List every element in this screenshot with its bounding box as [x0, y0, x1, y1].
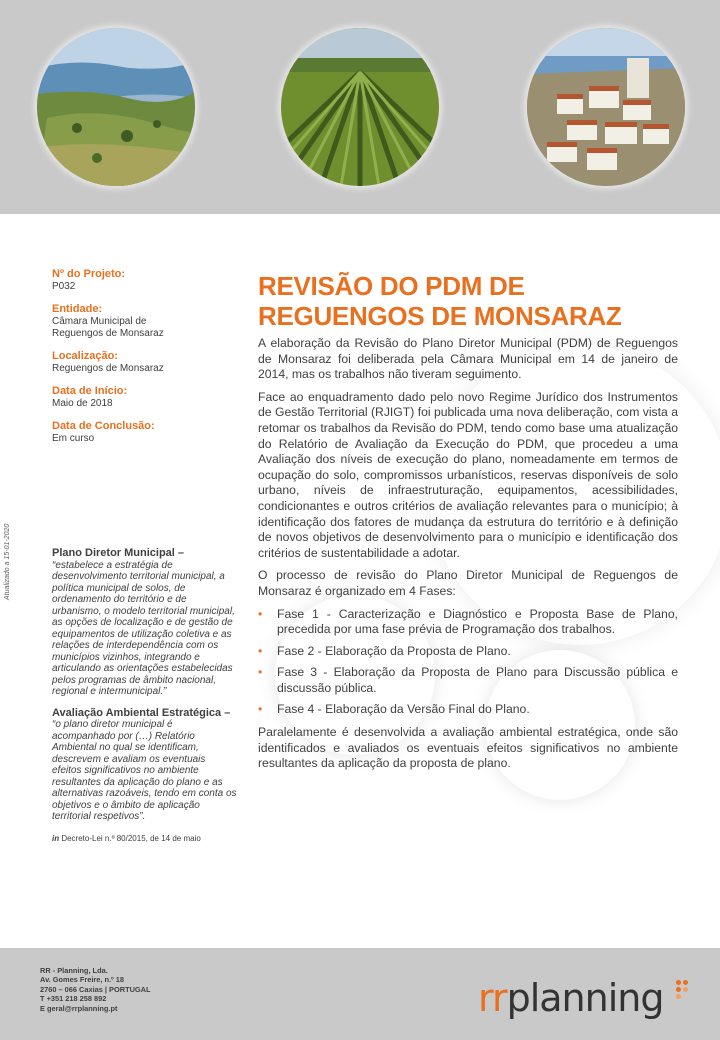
phases-list	[258, 607, 678, 719]
address-line: T +351 218 258 892	[40, 994, 107, 1004]
logo-wordmark	[478, 976, 663, 1020]
monsaraz-village-photo	[527, 28, 685, 186]
rrplanning-logo	[478, 966, 692, 1022]
phase-text: Fase 4 - Elaboração da Versão Final do Plano.	[277, 702, 530, 717]
entity-group	[52, 303, 232, 340]
header-band	[0, 0, 720, 214]
updated-note: Atualizado a 15-01-2020	[4, 523, 11, 600]
source-prefix: in	[52, 833, 60, 843]
list-item	[258, 607, 678, 638]
logo-part-rr: rr	[478, 976, 507, 1020]
start-date-label: Data de Início:	[52, 385, 128, 397]
paragraph-context: Face ao enquadramento dado pelo novo Regime Jurídico dos Instrumentos de Gestão Territorial (RJIGT) foi publicada uma nova deliberação, com vista a retomar os trabalhos da Revisão do PDM, tendo como base uma atualização do Relatório de Avaliação da Execução do PDM, que procedeu a uma Avaliação dos níveis de execução do plano, nomeadamente em termos de ocupação do solo, compromissos urbanísticos, reservas disponíveis de solo urbano, níveis de infraestruturação, equipamentos, acessibilidades, condicionantes e outros critérios de avaliação relevantes para o município; à identificação dos fatores de mudança da estrutura do território e à definição de novos objetivos de desenvolvimento para o município e identificação dos critérios de sustentabilidade a adotar.	[258, 389, 678, 560]
address-line: 2760 – 066 Caxias | PORTUGAL	[40, 984, 151, 994]
location-value: Reguengos de Monsaraz	[52, 363, 164, 374]
bullet-icon: •	[258, 643, 263, 658]
logo-part-planning: planning	[506, 976, 664, 1020]
address-line: RR - Planning, Lda.	[40, 966, 108, 975]
title-line-1: REVISÃO DO PDM DE	[258, 271, 525, 301]
start-date-value: Maio de 2018	[52, 398, 113, 409]
footer	[0, 948, 720, 1040]
list-item	[258, 644, 678, 660]
paragraph-phases-intro: O processo de revisão do Plano Diretor Municipal de Reguengos de Monsaraz é organizado em 4 Fases:	[258, 568, 678, 598]
legal-source	[52, 833, 237, 845]
end-date-group	[52, 420, 232, 445]
definitions	[52, 548, 237, 844]
address-line: E geral@rrplanning.pt	[40, 1003, 118, 1013]
list-item	[258, 702, 678, 718]
location-label: Localização:	[52, 350, 119, 362]
address-line: Av. Gomes Freire, n.º 18	[40, 975, 125, 985]
project-number-label: Nº do Projeto:	[52, 268, 126, 280]
project-number-group	[52, 268, 232, 293]
definition-term: Avaliação Ambiental Estratégica	[52, 706, 222, 719]
page-title	[258, 271, 678, 331]
definition-text: “o plano diretor municipal é acompanhado por (…) Relatório Ambiental no qual se identificam, descrevem e avaliam os eventuais efeitos significativos no ambiente resultantes da aplicação do plano e as alternativas razoáveis, tendo em conta os objetivos e o âmbito de aplicação territorial respetivos”.	[52, 719, 237, 822]
phase-text: Fase 2 - Elaboração da Proposta de Plano.	[277, 643, 511, 658]
end-date-label: Data de Conclusão:	[52, 420, 155, 432]
entity-value: Câmara Municipal de Reguengos de Monsaraz	[52, 316, 164, 339]
phase-text: Fase 3 - Elaboração da Proposta de Plano para Discussão pública e discussão pública.	[277, 665, 678, 695]
definition-dash: –	[221, 706, 231, 719]
main-body	[258, 336, 678, 779]
list-item	[258, 665, 678, 696]
paragraph-intro: A elaboração da Revisão do Plano Diretor Municipal (PDM) de Reguengos de Monsaraz foi deliberada pela Câmara Municipal em 14 de janeiro de 2014, mas os trabalhos não tiveram seguimento.	[258, 336, 678, 382]
start-date-group	[52, 385, 232, 410]
definition-aae	[52, 708, 237, 823]
definition-pdm	[52, 548, 237, 698]
end-date-value: Em curso	[52, 433, 95, 444]
definition-text: “estabelece a estratégia de desenvolvimento territorial municipal, a política municipal de solos, de ordenamento do território e de urbanismo, o modelo territorial municipal, as opções de localização e de gestão de equipamentos de utilização coletiva e as relações de interdependência com os municípios vizinhos, integrando e articulando as orientações estabelecidas pelos programas de âmbito nacional, regional e intermunicipal.”	[52, 559, 235, 697]
location-group	[52, 350, 232, 375]
bullet-icon: •	[258, 702, 263, 717]
vineyard-photo	[281, 28, 439, 186]
source-text: Decreto-Lei n.º 80/2015, de 14 de maio	[59, 833, 201, 843]
definition-term: Plano Diretor Municipal	[52, 547, 175, 559]
title-line-2: REGUENGOS DE MONSARAZ	[258, 301, 622, 331]
lake-landscape-photo	[37, 28, 195, 186]
phase-text: Fase 1 - Caracterização e Diagnóstico e Proposta Base de Plano, precedida por uma fase prévia de Programação dos trabalhos.	[277, 606, 678, 637]
project-number-value: P032	[52, 281, 76, 292]
paragraph-environmental: Paralelamente é desenvolvida a avaliação ambiental estratégica, onde são identificados e avaliados os eventuais efeitos significativos no ambiente resultantes da aplicação da proposta de plano.	[258, 725, 678, 771]
bullet-icon: •	[258, 606, 263, 621]
definition-dash: –	[174, 547, 185, 559]
company-address	[40, 966, 151, 1013]
project-info	[52, 268, 232, 455]
bullet-icon: •	[258, 665, 263, 680]
logo-dots-icon	[676, 980, 692, 1004]
entity-label: Entidade:	[52, 303, 103, 315]
